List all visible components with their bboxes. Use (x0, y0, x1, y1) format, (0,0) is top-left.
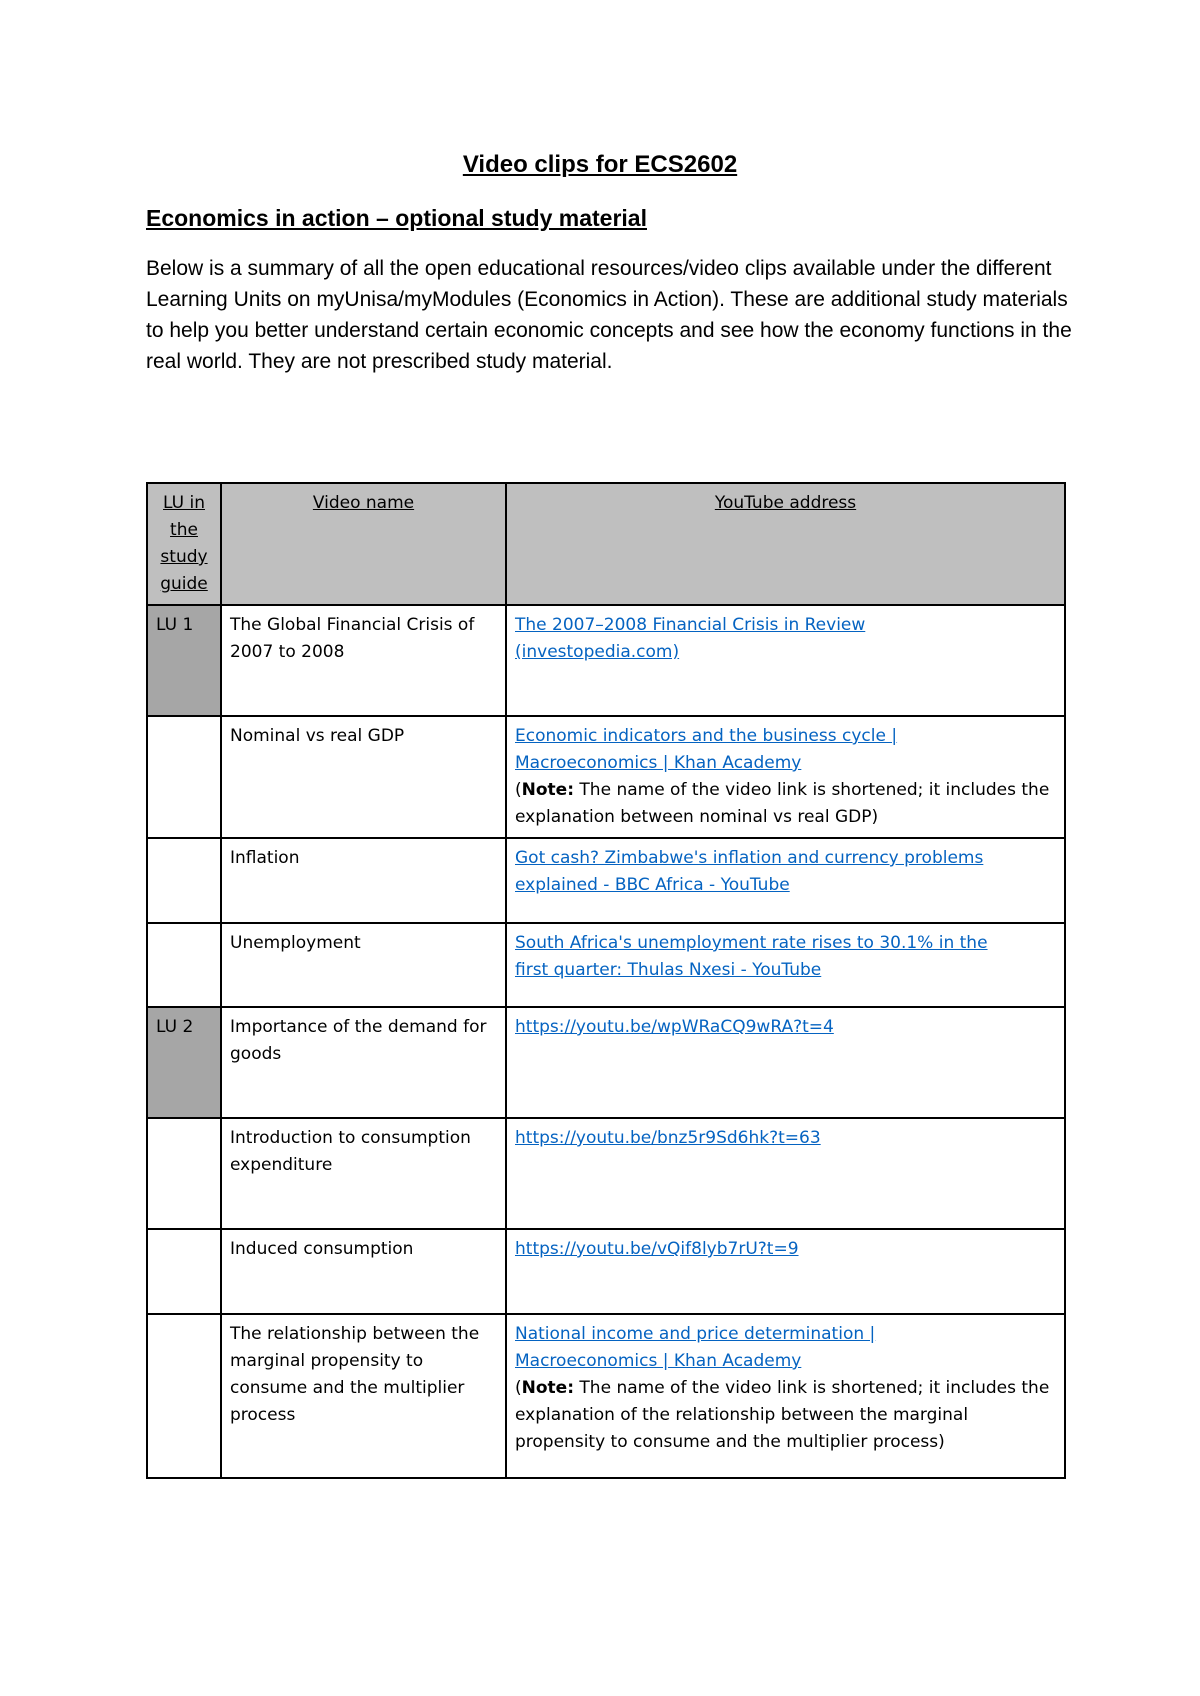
video-name-cell: Nominal vs real GDP (221, 716, 506, 838)
header-youtube-address: YouTube address (506, 483, 1065, 605)
youtube-address-cell (506, 923, 1065, 1007)
table-row (147, 923, 1065, 1007)
video-link[interactable]: Got cash? Zimbabwe's inflation and currency problems (515, 848, 984, 868)
lu-cell (147, 1229, 221, 1314)
note-label: Note: (521, 780, 575, 800)
lu-cell: LU 2 (147, 1007, 221, 1118)
video-name-cell: Induced consumption (221, 1229, 506, 1314)
youtube-address-cell (506, 716, 1065, 838)
link-note: (Note: The name of the video link is shortened; it includes the explanation of the relationship between the marginal propensity to consume and the multiplier process) (515, 1378, 1050, 1452)
table-row (147, 605, 1065, 716)
header-video-name: Video name (221, 483, 506, 605)
lu-cell: LU 1 (147, 605, 221, 716)
table-row (147, 1007, 1065, 1118)
lu-cell (147, 1314, 221, 1478)
video-link[interactable]: https://youtu.be/wpWRaCQ9wRA?t=4 (515, 1017, 834, 1037)
header-lu: LU in the study guide (147, 483, 221, 605)
note-text: The name of the video link is shortened; it includes the explanation between nominal vs real GDP) (515, 780, 1050, 827)
link-note: (Note: The name of the video link is shortened; it includes the explanation between nominal vs real GDP) (515, 780, 1050, 827)
video-link[interactable]: South Africa's unemployment rate rises to 30.1% in the (515, 933, 988, 953)
youtube-address-cell (506, 838, 1065, 923)
section-heading: Economics in action – optional study material (146, 205, 647, 231)
video-name-cell: The relationship between the marginal propensity to consume and the multiplier process (221, 1314, 506, 1478)
lu-cell (147, 1118, 221, 1229)
table-row (147, 1118, 1065, 1229)
video-link-continued[interactable]: Macroeconomics | Khan Academy (515, 753, 802, 773)
note-text: The name of the video link is shortened; it includes the explanation of the relationship between the marginal propensity to consume and the multiplier process) (515, 1378, 1050, 1452)
table-row (147, 1314, 1065, 1478)
youtube-address-cell (506, 1314, 1065, 1478)
video-clips-table (146, 482, 1066, 1479)
video-name-cell: Unemployment (221, 923, 506, 1007)
video-name-cell: Introduction to consumption expenditure (221, 1118, 506, 1229)
table-row (147, 716, 1065, 838)
video-link[interactable]: National income and price determination | (515, 1324, 876, 1344)
video-link[interactable]: Economic indicators and the business cycle | (515, 726, 898, 746)
video-link[interactable]: https://youtu.be/bnz5r9Sd6hk?t=63 (515, 1128, 821, 1148)
video-link[interactable]: https://youtu.be/vQif8lyb7rU?t=9 (515, 1239, 799, 1259)
lu-cell (147, 923, 221, 1007)
video-link[interactable]: The 2007–2008 Financial Crisis in Review (515, 615, 866, 635)
youtube-address-cell (506, 1229, 1065, 1314)
youtube-address-cell (506, 605, 1065, 716)
lu-cell (147, 716, 221, 838)
video-link-continued[interactable]: first quarter: Thulas Nxesi - YouTube (515, 960, 822, 980)
video-link-continued[interactable]: (investopedia.com) (515, 642, 680, 662)
page-title: Video clips for ECS2602 (462, 151, 738, 178)
table-header-row (147, 483, 1065, 605)
video-link-continued[interactable]: Macroeconomics | Khan Academy (515, 1351, 802, 1371)
youtube-address-cell (506, 1118, 1065, 1229)
video-name-cell: Importance of the demand for goods (221, 1007, 506, 1118)
table-row (147, 1229, 1065, 1314)
video-link-continued[interactable]: explained - BBC Africa - YouTube (515, 875, 790, 895)
video-name-cell: The Global Financial Crisis of 2007 to 2008 (221, 605, 506, 716)
note-label: Note: (521, 1378, 575, 1398)
lu-cell (147, 838, 221, 923)
table-row (147, 838, 1065, 923)
video-name-cell: Inflation (221, 838, 506, 923)
intro-paragraph: Below is a summary of all the open educational resources/video clips available under the different Learning Units on myUnisa/myModules (Economics in Action). These are additional study materials to help you better understand certain economic concepts and see how the economy functions in the real world. They are not prescribed study material. (146, 257, 1072, 373)
youtube-address-cell (506, 1007, 1065, 1118)
